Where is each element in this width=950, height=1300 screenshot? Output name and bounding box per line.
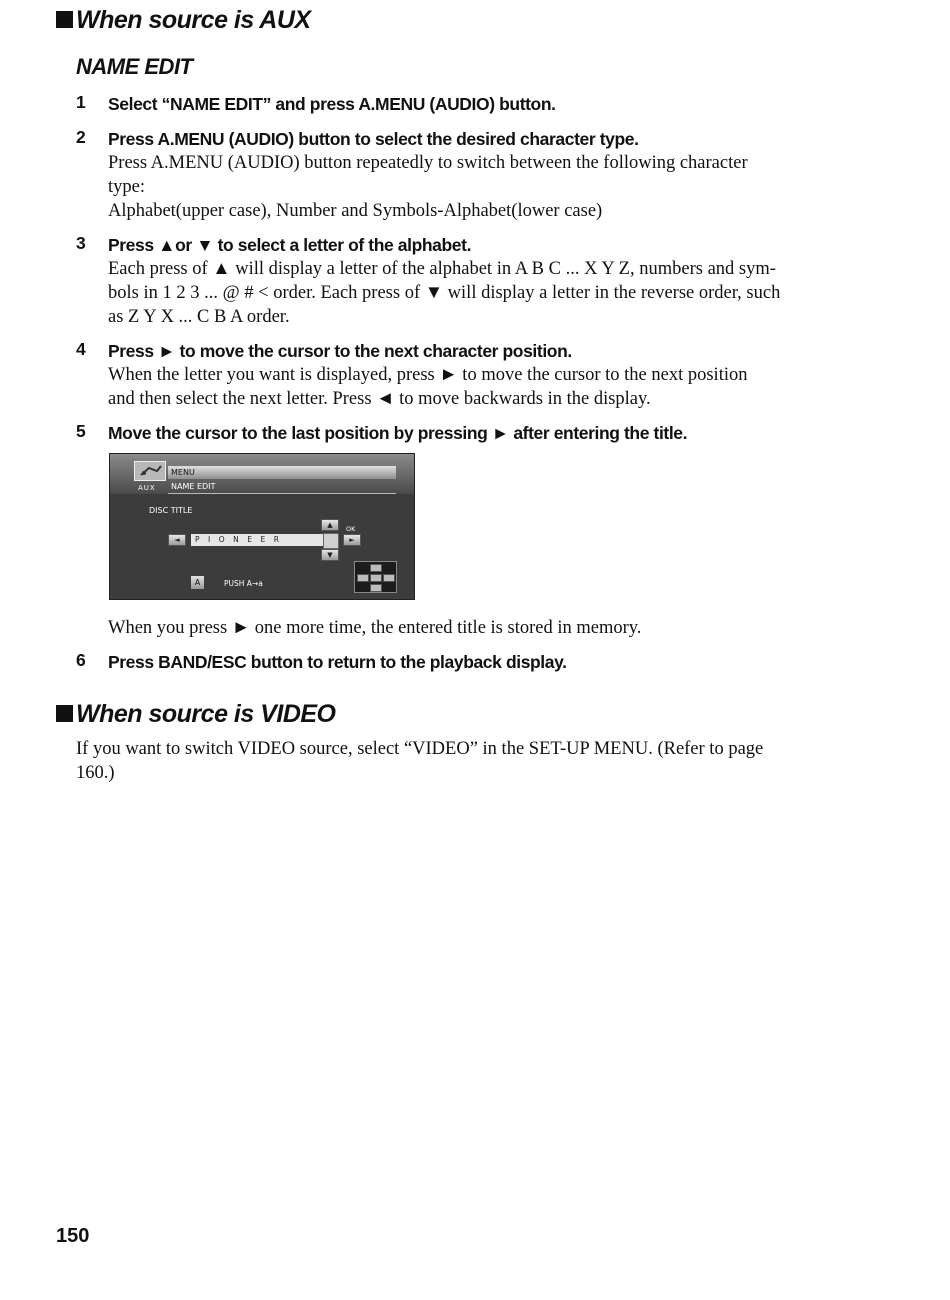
char-down-button: ▼ (321, 549, 339, 561)
name-edit-screen-illustration (109, 453, 415, 600)
step-body (108, 257, 836, 329)
step-5-note: When you press ► one more time, the entered title is stored in memory. (108, 618, 642, 638)
char-type-indicator: A (191, 576, 204, 589)
step-body (108, 151, 836, 223)
step-heading: Move the cursor to the last position by pressing ► after entering the title. (108, 423, 688, 443)
step-heading: Press BAND/ESC button to return to the playback display. (108, 652, 567, 672)
step-2 (76, 127, 836, 223)
page-number: 150 (56, 1225, 90, 1247)
mode-label: NAME EDIT (171, 482, 216, 491)
video-paragraph (76, 737, 856, 785)
section-title: When source is AUX (76, 6, 311, 34)
subsection-heading-name-edit: NAME EDIT (76, 54, 193, 79)
step-heading: Press A.MENU (AUDIO) button to select the desired character type. (108, 129, 639, 149)
body-line: Press A.MENU (AUDIO) button repeatedly to switch between the following character (108, 153, 748, 173)
step-number: 6 (76, 650, 86, 670)
step-4 (76, 339, 836, 411)
section-heading-aux (56, 6, 311, 35)
joystick-pad-icon (354, 561, 397, 593)
body-line: When the letter you want is displayed, press ► to move the cursor to the next position (108, 365, 748, 385)
step-1 (76, 92, 836, 116)
body-line: If you want to switch VIDEO source, select “VIDEO” in the SET-UP MENU. (Refer to page (76, 739, 764, 759)
name-input-field: PIONEER (191, 534, 323, 546)
cursor-right-button: ► (343, 534, 361, 546)
section-title: When source is VIDEO (76, 700, 336, 728)
char-up-button: ▲ (321, 519, 339, 531)
text-cursor (323, 533, 339, 549)
step-number: 1 (76, 92, 86, 112)
step-number: 2 (76, 127, 86, 147)
menu-bar: MENU (168, 466, 396, 479)
step-body (108, 363, 836, 411)
step-heading: Press ► to move the cursor to the next character position. (108, 341, 572, 361)
body-line: type: (108, 177, 145, 197)
cursor-left-button: ◄ (168, 534, 186, 546)
step-heading: Select “NAME EDIT” and press A.MENU (AUDIO) button. (108, 94, 556, 114)
section-heading-video (56, 700, 336, 729)
body-line: Each press of ▲ will display a letter of the alphabet in A B C ... X Y Z, numbers and sym- (108, 259, 776, 279)
push-hint-label: PUSH A→a (224, 579, 263, 588)
ok-label: OK (346, 525, 356, 533)
square-bullet-icon (56, 705, 73, 722)
step-6 (76, 650, 836, 674)
source-label: AUX (138, 484, 156, 492)
step-number: 3 (76, 233, 86, 253)
step-3 (76, 233, 836, 329)
divider (168, 493, 396, 494)
source-icon (134, 461, 166, 481)
step-number: 4 (76, 339, 86, 359)
disc-title-label: DISC TITLE (149, 506, 193, 515)
body-line: as Z Y X ... C B A order. (108, 307, 290, 327)
square-bullet-icon (56, 11, 73, 28)
step-number: 5 (76, 421, 86, 441)
body-line: bols in 1 2 3 ... @ # < order. Each press of ▼ will display a letter in the reverse order, such (108, 283, 781, 303)
body-line: Alphabet(upper case), Number and Symbols-Alphabet(lower case) (108, 201, 603, 221)
body-line: 160.) (76, 763, 115, 783)
step-5 (76, 421, 836, 445)
body-line: and then select the next letter. Press ◄ to move backwards in the display. (108, 389, 651, 409)
step-heading: Press ▲or ▼ to select a letter of the alphabet. (108, 235, 472, 255)
